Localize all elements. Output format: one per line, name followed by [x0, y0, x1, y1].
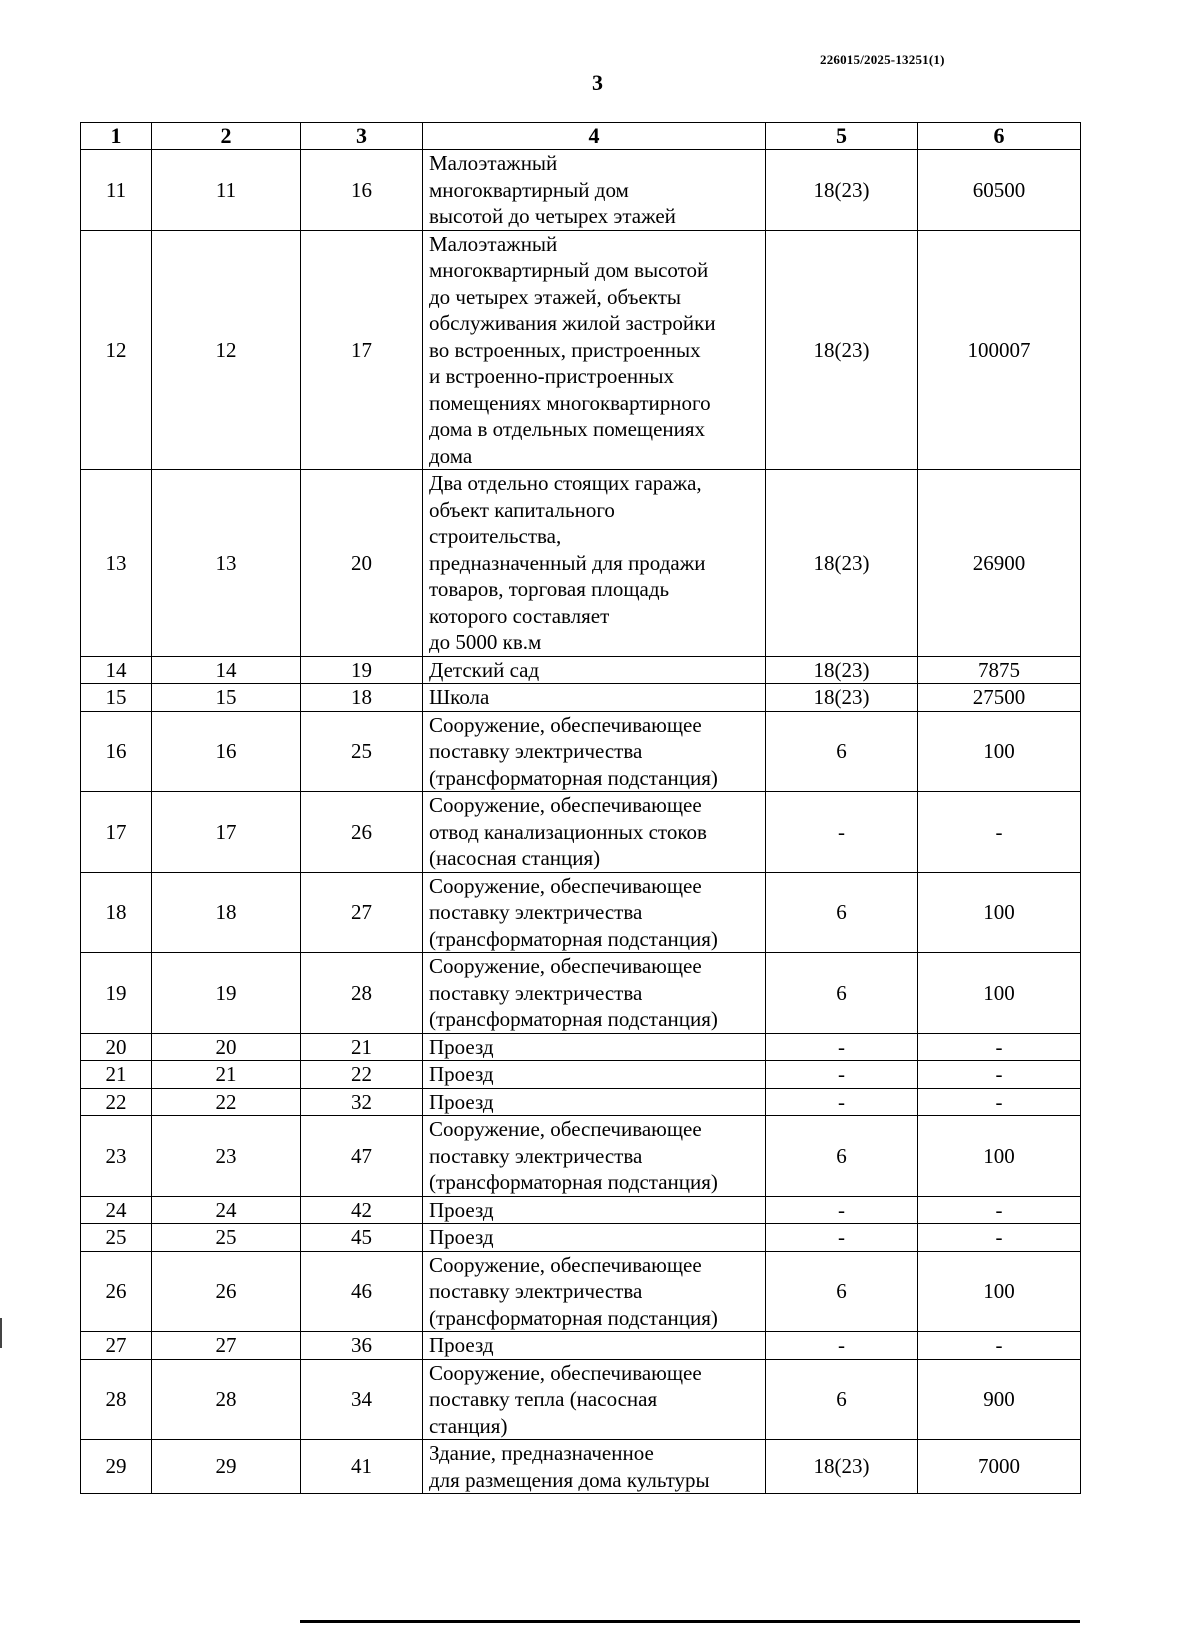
cell-plot-number: 27: [301, 872, 423, 953]
cell-floors: -: [766, 1332, 918, 1360]
cell-position: 27: [152, 1332, 301, 1360]
description-line: Сооружение, обеспечивающее: [429, 1252, 702, 1277]
cell-position: 15: [152, 684, 301, 712]
cell-floors: 18(23): [766, 230, 918, 470]
description-line: Сооружение, обеспечивающее: [429, 954, 702, 978]
description-line: до 5000 кв.м: [429, 630, 542, 654]
cell-floors: 6: [766, 1116, 918, 1197]
description-line: Проезд: [429, 1034, 494, 1059]
document-registration-number: 226015/2025-13251(1): [820, 52, 945, 67]
cell-area: 60500: [918, 150, 1081, 231]
description-line: многоквартирный дом: [429, 177, 629, 202]
cell-floors: 18(23): [766, 150, 918, 231]
description-line: строительства,: [429, 524, 562, 548]
description-line: Сооружение, обеспечивающее: [429, 873, 702, 898]
cell-plot-number: 46: [301, 1251, 423, 1332]
description-line: Два отдельно стоящих гаража,: [429, 471, 702, 495]
cell-floors: 6: [766, 711, 918, 792]
cell-area: -: [918, 1033, 1081, 1061]
description-line: Проезд: [429, 1197, 494, 1222]
table-row: [81, 656, 1081, 684]
cell-number: 14: [81, 656, 152, 684]
cell-description: [423, 953, 766, 1034]
column-header: 5: [766, 123, 918, 150]
cell-description: [423, 1196, 766, 1224]
cell-number: 13: [81, 470, 152, 657]
description-line: поставку электричества: [429, 900, 643, 924]
table-row: [81, 1224, 1081, 1252]
cell-number: 21: [81, 1061, 152, 1089]
cell-position: 22: [152, 1088, 301, 1116]
cell-floors: -: [766, 1196, 918, 1224]
cell-position: 29: [152, 1440, 301, 1494]
cell-description: [423, 470, 766, 657]
cell-area: -: [918, 1332, 1081, 1360]
description-line: поставку электричества: [429, 1143, 643, 1168]
cell-description: [423, 1359, 766, 1440]
cell-description: [423, 684, 766, 712]
cell-plot-number: 41: [301, 1440, 423, 1494]
description-line: Здание, предназначенное: [429, 1441, 654, 1465]
cell-position: 11: [152, 150, 301, 231]
description-line: Детский сад: [429, 657, 540, 682]
description-line: дома: [429, 443, 473, 468]
cell-plot-number: 32: [301, 1088, 423, 1116]
table-row: [81, 711, 1081, 792]
description-line: поставку электричества: [429, 1279, 643, 1303]
cell-area: -: [918, 792, 1081, 873]
cell-plot-number: 20: [301, 470, 423, 657]
cell-number: 11: [81, 150, 152, 231]
cell-description: [423, 150, 766, 231]
column-header: 4: [423, 123, 766, 150]
cell-number: 28: [81, 1359, 152, 1440]
description-line: поставку электричества: [429, 980, 643, 1005]
table-row: [81, 872, 1081, 953]
description-line: отвод канализационных стоков: [429, 819, 707, 844]
description-line: во встроенных, пристроенных: [429, 337, 701, 362]
cell-number: 26: [81, 1251, 152, 1332]
cell-description: [423, 1088, 766, 1116]
cell-floors: 6: [766, 1251, 918, 1332]
cell-description: [423, 1224, 766, 1252]
description-line: Сооружение, обеспечивающее: [429, 1360, 702, 1385]
table-row: [81, 150, 1081, 231]
cell-area: 26900: [918, 470, 1081, 657]
table-row: [81, 1116, 1081, 1197]
cell-number: 24: [81, 1196, 152, 1224]
description-line: до четырех этажей, объекты: [429, 284, 682, 309]
cell-number: 25: [81, 1224, 152, 1252]
description-line: Проезд: [429, 1089, 494, 1114]
cell-description: [423, 1033, 766, 1061]
description-line: Малоэтажный: [429, 151, 558, 175]
cell-floors: 6: [766, 872, 918, 953]
cell-description: [423, 1061, 766, 1089]
cell-plot-number: 18: [301, 684, 423, 712]
description-line: (насосная станция): [429, 846, 601, 870]
cell-floors: -: [766, 792, 918, 873]
description-line: поставку тепла (насосная: [429, 1387, 658, 1411]
cell-plot-number: 22: [301, 1061, 423, 1089]
table-body: [81, 150, 1081, 1494]
cell-description: [423, 656, 766, 684]
cell-floors: 18(23): [766, 656, 918, 684]
cell-number: 22: [81, 1088, 152, 1116]
cell-position: 21: [152, 1061, 301, 1089]
cell-area: -: [918, 1088, 1081, 1116]
table-row: [81, 1359, 1081, 1440]
cell-plot-number: 16: [301, 150, 423, 231]
description-line: помещениях многоквартирного: [429, 390, 711, 415]
cell-plot-number: 34: [301, 1359, 423, 1440]
cell-description: [423, 872, 766, 953]
cell-plot-number: 21: [301, 1033, 423, 1061]
table-row: [81, 1251, 1081, 1332]
table-row: [81, 684, 1081, 712]
cell-number: 23: [81, 1116, 152, 1197]
cell-plot-number: 17: [301, 230, 423, 470]
cell-plot-number: 26: [301, 792, 423, 873]
cell-number: 12: [81, 230, 152, 470]
cell-position: 17: [152, 792, 301, 873]
cell-plot-number: 42: [301, 1196, 423, 1224]
cell-number: 27: [81, 1332, 152, 1360]
cell-area: 100: [918, 711, 1081, 792]
cell-floors: 18(23): [766, 1440, 918, 1494]
cell-area: -: [918, 1061, 1081, 1089]
table-row: [81, 1088, 1081, 1116]
description-line: высотой до четырех этажей: [429, 204, 676, 228]
cell-position: 25: [152, 1224, 301, 1252]
table-row: [81, 470, 1081, 657]
cell-floors: 6: [766, 953, 918, 1034]
cell-description: [423, 792, 766, 873]
description-line: дома в отдельных помещениях: [429, 417, 706, 441]
description-line: которого составляет: [429, 603, 610, 628]
cell-description: [423, 1116, 766, 1197]
cell-position: 24: [152, 1196, 301, 1224]
cell-position: 16: [152, 711, 301, 792]
cell-position: 26: [152, 1251, 301, 1332]
cell-floors: -: [766, 1033, 918, 1061]
cell-number: 18: [81, 872, 152, 953]
cell-position: 28: [152, 1359, 301, 1440]
cell-number: 29: [81, 1440, 152, 1494]
column-header: 6: [918, 123, 1081, 150]
cell-position: 14: [152, 656, 301, 684]
table-row: [81, 792, 1081, 873]
cell-area: -: [918, 1224, 1081, 1252]
cell-floors: -: [766, 1061, 918, 1089]
column-header: 3: [301, 123, 423, 150]
cell-area: 100: [918, 872, 1081, 953]
description-line: Малоэтажный: [429, 231, 558, 256]
cell-area: 100: [918, 953, 1081, 1034]
cell-area: 100: [918, 1251, 1081, 1332]
description-line: предназначенный для продажи: [429, 550, 706, 575]
description-line: станция): [429, 1413, 508, 1438]
cell-number: 20: [81, 1033, 152, 1061]
cell-plot-number: 47: [301, 1116, 423, 1197]
cell-floors: 6: [766, 1359, 918, 1440]
description-line: Сооружение, обеспечивающее: [429, 712, 702, 737]
cell-plot-number: 36: [301, 1332, 423, 1360]
description-line: (трансформаторная подстанция): [429, 1305, 718, 1330]
cell-area: 100007: [918, 230, 1081, 470]
cell-position: 12: [152, 230, 301, 470]
table-row: [81, 1196, 1081, 1224]
cell-plot-number: 45: [301, 1224, 423, 1252]
description-line: для размещения дома культуры: [429, 1467, 710, 1492]
description-line: Сооружение, обеспечивающее: [429, 793, 702, 817]
table-row: [81, 1440, 1081, 1494]
description-line: (трансформаторная подстанция): [429, 765, 718, 790]
cell-position: 13: [152, 470, 301, 657]
description-line: обслуживания жилой застройки: [429, 311, 716, 335]
cell-description: [423, 1440, 766, 1494]
table-row: [81, 1033, 1081, 1061]
cell-floors: -: [766, 1224, 918, 1252]
cell-area: 7875: [918, 656, 1081, 684]
cell-number: 16: [81, 711, 152, 792]
page-number: 3: [592, 70, 603, 95]
description-line: и встроенно-пристроенных: [429, 364, 674, 388]
table-row: [81, 1332, 1081, 1360]
cell-number: 15: [81, 684, 152, 712]
cell-area: 7000: [918, 1440, 1081, 1494]
cell-plot-number: 19: [301, 656, 423, 684]
description-line: (трансформаторная подстанция): [429, 1170, 718, 1194]
cell-floors: 18(23): [766, 470, 918, 657]
cell-number: 19: [81, 953, 152, 1034]
description-line: поставку электричества: [429, 739, 643, 763]
cell-number: 17: [81, 792, 152, 873]
description-line: объект капитального: [429, 497, 615, 522]
table-header-row: [81, 123, 1081, 150]
scan-bottom-border: [300, 1620, 1080, 1623]
cell-position: 19: [152, 953, 301, 1034]
cell-description: [423, 1332, 766, 1360]
column-header: 2: [152, 123, 301, 150]
cell-plot-number: 28: [301, 953, 423, 1034]
cell-area: -: [918, 1196, 1081, 1224]
cell-position: 20: [152, 1033, 301, 1061]
description-line: многоквартирный дом высотой: [429, 258, 709, 282]
cell-area: 27500: [918, 684, 1081, 712]
cell-description: [423, 711, 766, 792]
cell-area: 900: [918, 1359, 1081, 1440]
cell-floors: -: [766, 1088, 918, 1116]
objects-table: [80, 122, 1081, 1494]
scan-edge-mark: [0, 1318, 2, 1348]
cell-description: [423, 230, 766, 470]
description-line: (трансформаторная подстанция): [429, 926, 718, 951]
description-line: Проезд: [429, 1333, 494, 1357]
description-line: (трансформаторная подстанция): [429, 1007, 718, 1031]
description-line: Школа: [429, 685, 490, 709]
column-header: 1: [81, 123, 152, 150]
cell-position: 23: [152, 1116, 301, 1197]
description-line: Проезд: [429, 1062, 494, 1086]
description-line: товаров, торговая площадь: [429, 577, 670, 601]
cell-plot-number: 25: [301, 711, 423, 792]
description-line: Сооружение, обеспечивающее: [429, 1117, 702, 1141]
description-line: Проезд: [429, 1225, 494, 1249]
table-row: [81, 1061, 1081, 1089]
cell-area: 100: [918, 1116, 1081, 1197]
table-row: [81, 953, 1081, 1034]
cell-floors: 18(23): [766, 684, 918, 712]
table-row: [81, 230, 1081, 470]
cell-description: [423, 1251, 766, 1332]
cell-position: 18: [152, 872, 301, 953]
